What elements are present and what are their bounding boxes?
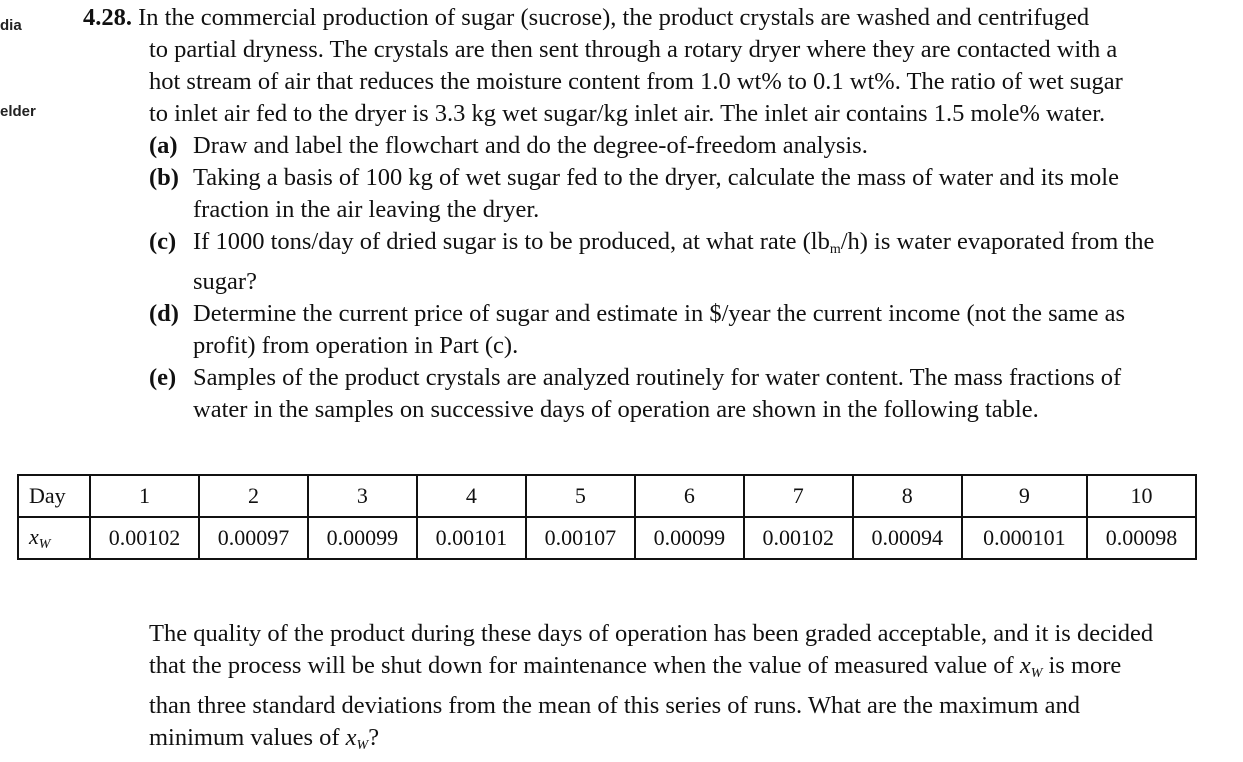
part-c: (c) If 1000 tons/day of dried sugar is to be produced, at what rate $(lb_m/h)$ is water evaporated from the — [149, 228, 1155, 257]
day-cell: 4 — [417, 475, 526, 517]
intro-line: hot stream of air that reduces the moisture content from 1.0 wt% to 0.1 wt%. The ratio of wet sugar — [149, 68, 1123, 95]
xw-cell: 0.00099 — [308, 517, 417, 559]
day-cell: 5 — [526, 475, 635, 517]
intro-line: to inlet air fed to the dryer is 3.3 kg wet sugar/kg inlet air. The inlet air contains 1.5 mole% water. — [149, 100, 1106, 127]
day-cell: 3 — [308, 475, 417, 517]
table-row-days — [18, 475, 1196, 517]
xw-cell: 0.00102 — [90, 517, 199, 559]
xw-cell: 0.00099 — [635, 517, 744, 559]
day-cell: 7 — [744, 475, 853, 517]
row-header-day: Day — [18, 475, 90, 517]
problem-text — [83, 2, 1208, 426]
day-cell: 1 — [90, 475, 199, 517]
row-header-xw: $x_W$ — [18, 517, 90, 559]
intro-line: to partial dryness. The crystals are then sent through a rotary dryer where they are contacted with a — [149, 36, 1118, 63]
day-cell: 9 — [962, 475, 1087, 517]
sidebar-fragment-bottom: elder — [0, 103, 36, 120]
part-e-cont: water in the samples on successive days of operation are shown in the following table. — [193, 396, 1039, 423]
closing-paragraph — [149, 618, 1202, 762]
day-cell: 2 — [199, 475, 308, 517]
closing-line: than three standard deviations from the mean of this series of runs. What are the maximum and — [149, 692, 1080, 719]
xw-cell: 0.00107 — [526, 517, 635, 559]
table-row-xw — [18, 517, 1196, 559]
xw-cell: 0.00102 — [744, 517, 853, 559]
part-d: (d) Determine the current price of sugar and estimate in $/year the current income (not the same as — [149, 300, 1125, 327]
xw-cell: 0.000101 — [962, 517, 1087, 559]
closing-line: The quality of the product during these days of operation has been graded acceptable, and it is decided — [149, 620, 1154, 647]
xw-cell: 0.00098 — [1087, 517, 1196, 559]
part-b-cont: fraction in the air leaving the dryer. — [193, 196, 540, 223]
closing-line: that the process will be shut down for maintenance when the value of measured value of $x_W$ is more — [149, 652, 1122, 681]
part-e: (e) Samples of the product crystals are analyzed routinely for water content. The mass fractions of — [149, 364, 1122, 391]
xw-cell: 0.00094 — [853, 517, 962, 559]
xw-cell: 0.00097 — [199, 517, 308, 559]
day-cell: 6 — [635, 475, 744, 517]
problem-number: 4.28. — [83, 4, 132, 31]
part-d-cont: profit) from operation in Part (c). — [193, 332, 519, 359]
part-c-cont: sugar? — [193, 268, 257, 295]
sidebar-fragment-top: dia — [0, 17, 22, 34]
intro-line: 4.28. In the commercial production of sugar (sucrose), the product crystals are washed and centrifuged — [83, 4, 1090, 31]
xw-data-table — [17, 474, 1197, 560]
part-b: (b) Taking a basis of 100 kg of wet sugar fed to the dryer, calculate the mass of water and its mole — [149, 164, 1119, 191]
day-cell: 10 — [1087, 475, 1196, 517]
xw-cell: 0.00101 — [417, 517, 526, 559]
day-cell: 8 — [853, 475, 962, 517]
closing-line: minimum values of $x_W$? — [149, 724, 380, 753]
part-a: (a) Draw and label the flowchart and do the degree-of-freedom analysis. — [149, 132, 868, 159]
